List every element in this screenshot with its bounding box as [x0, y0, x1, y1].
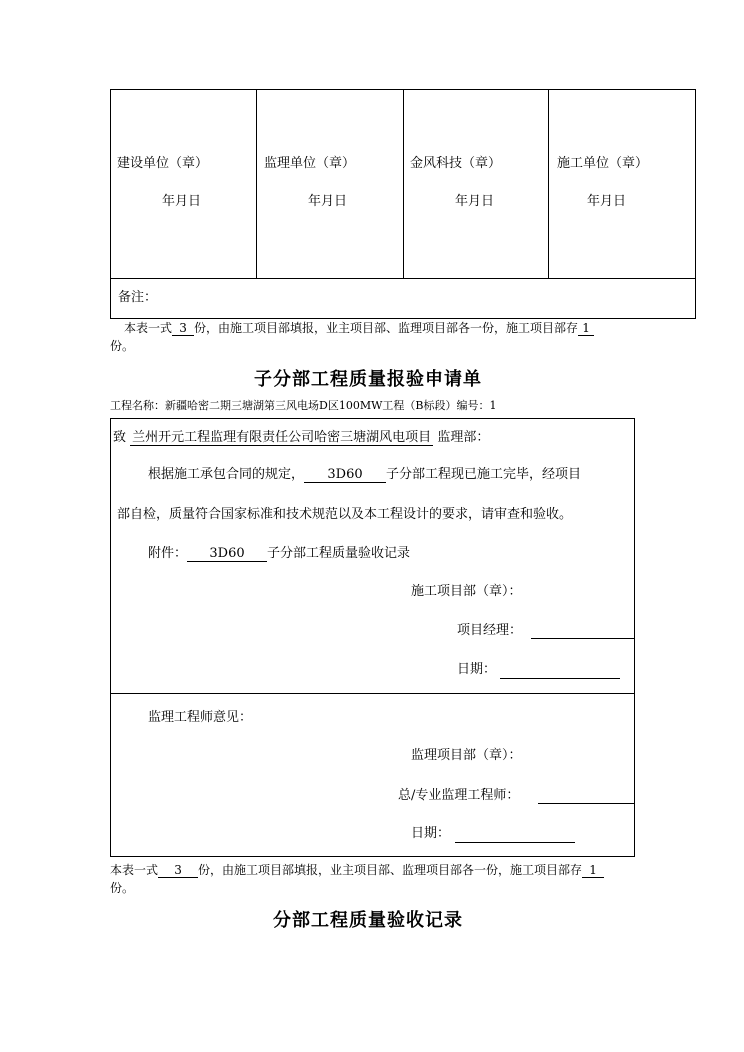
sign-date: 年月日: [587, 194, 627, 209]
request-paragraph-line2: 部自检，质量符合国家标准和技术规范以及本工程设计的要求，请审查和验收。: [117, 507, 573, 522]
note-copies: 3: [158, 863, 198, 878]
copies-note: [124, 321, 594, 336]
note-suffix-2: 份。: [110, 881, 135, 895]
note-middle: 份，由施工项目部填报，业主项目部、监理项目部各一份，施工项目部存: [194, 321, 579, 335]
sign-date: 年月日: [308, 194, 348, 209]
note-middle: 份，由施工项目部填报，业主项目部、监理项目部各一份，施工项目部存: [198, 863, 583, 877]
table-col-divider: [256, 89, 257, 278]
attachment-code: 3D60: [187, 547, 267, 562]
sign-date: 年月日: [162, 194, 202, 209]
remark-label: 备注：: [118, 290, 158, 305]
project-manager-signature-line: [531, 638, 634, 639]
addressee-suffix: 监理部：: [437, 430, 490, 445]
note-keep: 1: [578, 321, 594, 336]
table-row-divider: [110, 278, 696, 279]
note-suffix: 份。: [110, 339, 135, 353]
next-section-title: 分部工程质量验收记录: [273, 910, 463, 931]
project-manager-label: 项目经理：: [457, 623, 523, 638]
para-text: 子分部工程现已施工完毕，经项目: [386, 467, 582, 482]
request-paragraph-line1: [148, 467, 581, 483]
subdivision-code: 3D60: [304, 468, 386, 483]
page-title: 子分部工程质量报验申请单: [254, 369, 482, 390]
date-label-2: 日期：: [411, 826, 451, 841]
form-divider: [110, 693, 635, 694]
sign-unit-goldwind: 金风科技（章）: [410, 156, 502, 171]
supervisor-opinion-label: 监理工程师意见：: [148, 710, 253, 725]
note-keep: 1: [582, 863, 604, 878]
date-signature-line-2: [455, 842, 575, 843]
chief-engineer-label: 总/专业监理工程师：: [398, 788, 520, 803]
para-text: 根据施工承包合同的规定，: [148, 467, 305, 482]
sign-unit-supervisor: 监理单位（章）: [264, 156, 356, 171]
supervision-stamp-label: 监理项目部（章）：: [411, 748, 522, 763]
addressee-prefix: 致: [113, 430, 127, 445]
addressee-line: [113, 430, 489, 446]
date-signature-line: [500, 678, 620, 679]
date-label: 日期：: [457, 662, 497, 677]
note-copies: 3: [172, 321, 194, 336]
table-col-divider: [548, 89, 549, 278]
table-col-divider: [403, 89, 404, 278]
attachment-line: [148, 546, 410, 562]
sign-unit-construction-owner: 建设单位（章）: [117, 156, 209, 171]
contractor-stamp-label: 施工项目部（章）：: [411, 584, 522, 599]
chief-engineer-signature-line: [538, 803, 634, 804]
project-line: 工程名称：新疆哈密二期三塘湖第三风电场D区100MW工程（B标段）编号：1: [110, 399, 497, 412]
sign-unit-contractor: 施工单位（章）: [557, 156, 649, 171]
addressee-org: 兰州开元工程监理有限责任公司哈密三塘湖风电项目: [132, 430, 432, 445]
sign-date: 年月日: [455, 194, 495, 209]
note-prefix: 本表一式: [124, 321, 173, 335]
note-prefix: 本表一式: [110, 863, 159, 877]
attachment-label: 附件：: [148, 546, 188, 561]
copies-note-2: [110, 863, 604, 878]
attachment-text: 子分部工程质量验收记录: [267, 546, 411, 561]
